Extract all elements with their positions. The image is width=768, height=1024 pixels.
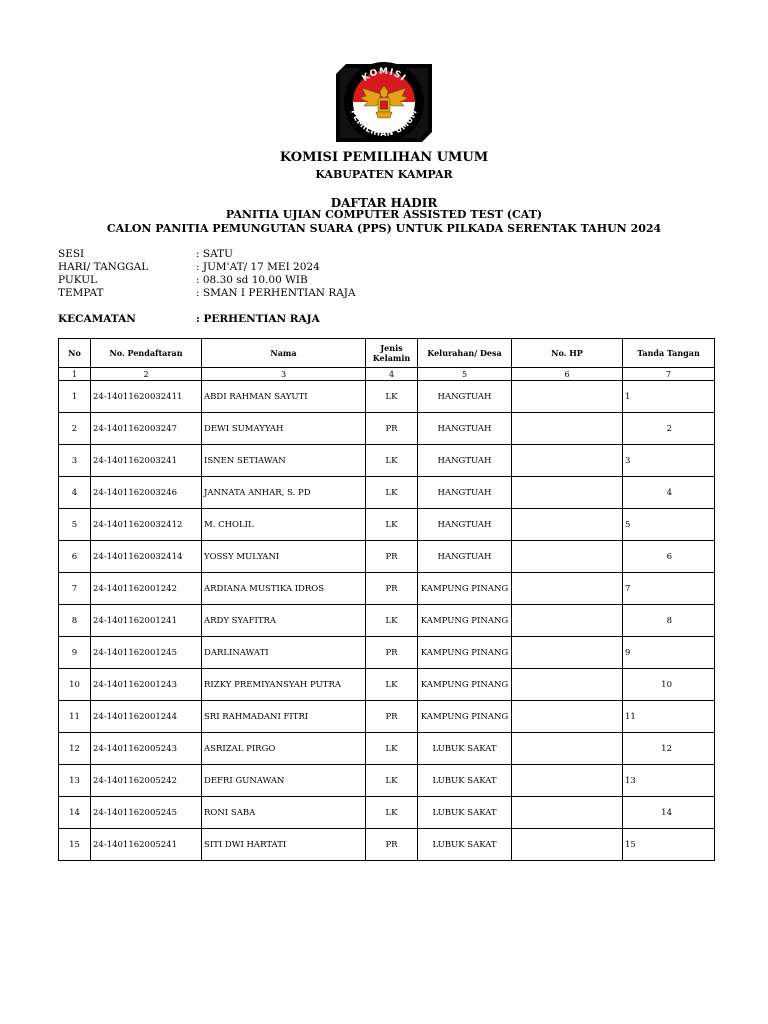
cell-reg: 24-1401162005243 xyxy=(91,733,202,765)
cell-sex: LK xyxy=(366,477,418,509)
table-header-row xyxy=(59,339,715,368)
cell-sex: LK xyxy=(366,669,418,701)
cell-sex: PR xyxy=(366,413,418,445)
cell-sex: LK xyxy=(366,605,418,637)
cell-sign[interactable]: 10 xyxy=(623,669,715,701)
info-label: HARI/ TANGGAL xyxy=(58,261,149,273)
column-number-row xyxy=(59,368,715,381)
logo-top-text: KOMISI xyxy=(360,66,408,84)
cell-name: ARDIANA MUSTIKA IDROS xyxy=(202,573,366,605)
cell-desa: LUBUK SAKAT xyxy=(418,733,512,765)
col-number: 3 xyxy=(202,368,366,381)
info-value: : SMAN I PERHENTIAN RAJA xyxy=(196,287,356,299)
table-row xyxy=(59,733,715,765)
cell-desa: KAMPUNG PINANG xyxy=(418,637,512,669)
cell-hp xyxy=(512,733,623,765)
cell-name: RONI SABA xyxy=(202,797,366,829)
cell-sex: PR xyxy=(366,541,418,573)
cell-desa: KAMPUNG PINANG xyxy=(418,573,512,605)
table-row xyxy=(59,509,715,541)
table-row xyxy=(59,445,715,477)
logo-bottom-text: PEMILIHAN UMUM xyxy=(349,108,419,139)
cell-sign[interactable]: 3 xyxy=(623,445,715,477)
cell-sign[interactable]: 15 xyxy=(623,829,715,861)
cell-desa: KAMPUNG PINANG xyxy=(418,669,512,701)
cell-name: DEWI SUMAYYAH xyxy=(202,413,366,445)
cell-sex: LK xyxy=(366,509,418,541)
cell-no: 10 xyxy=(59,669,91,701)
col-header-desa: Kelurahan/ Desa xyxy=(418,339,512,368)
cell-sign[interactable]: 12 xyxy=(623,733,715,765)
col-header-sex: Jenis Kelamin xyxy=(366,339,418,368)
cell-sex: LK xyxy=(366,797,418,829)
kpu-logo xyxy=(332,58,436,146)
cell-sex: PR xyxy=(366,701,418,733)
cell-hp xyxy=(512,381,623,413)
col-header-name: Nama xyxy=(202,339,366,368)
table-row xyxy=(59,541,715,573)
cell-name: RIZKY PREMIYANSYAH PUTRA xyxy=(202,669,366,701)
cell-no: 7 xyxy=(59,573,91,605)
col-number: 4 xyxy=(366,368,418,381)
cell-desa: LUBUK SAKAT xyxy=(418,765,512,797)
cell-desa: HANGTUAH xyxy=(418,509,512,541)
cell-no: 4 xyxy=(59,477,91,509)
cell-name: YOSSY MULYANI xyxy=(202,541,366,573)
info-value: : JUM'AT/ 17 MEI 2024 xyxy=(196,261,320,273)
cell-no: 12 xyxy=(59,733,91,765)
cell-sign[interactable]: 1 xyxy=(623,381,715,413)
cell-no: 3 xyxy=(59,445,91,477)
col-number: 7 xyxy=(623,368,715,381)
cell-reg: 24-14011620032412 xyxy=(91,509,202,541)
cell-hp xyxy=(512,509,623,541)
cell-hp xyxy=(512,765,623,797)
cell-no: 15 xyxy=(59,829,91,861)
cell-no: 1 xyxy=(59,381,91,413)
cell-no: 14 xyxy=(59,797,91,829)
table-row xyxy=(59,477,715,509)
cell-sign[interactable]: 5 xyxy=(623,509,715,541)
cell-hp xyxy=(512,573,623,605)
cell-hp xyxy=(512,797,623,829)
cell-hp xyxy=(512,413,623,445)
cell-name: ASRIZAL PIRGO xyxy=(202,733,366,765)
cell-sign[interactable]: 4 xyxy=(623,477,715,509)
cell-hp xyxy=(512,829,623,861)
cell-reg: 24-1401162001243 xyxy=(91,669,202,701)
cell-sex: LK xyxy=(366,765,418,797)
kecamatan xyxy=(58,313,320,325)
cell-hp xyxy=(512,541,623,573)
info-value: : 08.30 sd 10.00 WIB xyxy=(196,274,308,286)
cell-sign[interactable]: 11 xyxy=(623,701,715,733)
cell-no: 13 xyxy=(59,765,91,797)
cell-reg: 24-1401162005245 xyxy=(91,797,202,829)
cell-desa: LUBUK SAKAT xyxy=(418,797,512,829)
kecamatan-value: : PERHENTIAN RAJA xyxy=(196,313,320,325)
cell-name: M. CHOLIL xyxy=(202,509,366,541)
cell-reg: 24-1401162003246 xyxy=(91,477,202,509)
cell-desa: HANGTUAH xyxy=(418,541,512,573)
cell-reg: 24-1401162001245 xyxy=(91,637,202,669)
cell-no: 5 xyxy=(59,509,91,541)
cell-reg: 24-1401162005241 xyxy=(91,829,202,861)
cell-sign[interactable]: 2 xyxy=(623,413,715,445)
cell-sex: LK xyxy=(366,445,418,477)
info-label: TEMPAT xyxy=(58,287,104,299)
cell-hp xyxy=(512,637,623,669)
org-title: KOMISI PEMILIHAN UMUM xyxy=(279,150,489,165)
table-row xyxy=(59,381,715,413)
cell-desa: HANGTUAH xyxy=(418,477,512,509)
table-row xyxy=(59,765,715,797)
cell-sign[interactable]: 7 xyxy=(623,573,715,605)
col-header-no: No xyxy=(59,339,91,368)
cell-name: SRI RAHMADANI FITRI xyxy=(202,701,366,733)
subtitle-1: PANITIA UJIAN COMPUTER ASSISTED TEST (CAT) xyxy=(225,208,543,221)
col-number: 2 xyxy=(91,368,202,381)
cell-desa: LUBUK SAKAT xyxy=(418,829,512,861)
table-row xyxy=(59,573,715,605)
cell-no: 11 xyxy=(59,701,91,733)
cell-desa: HANGTUAH xyxy=(418,445,512,477)
cell-sex: PR xyxy=(366,829,418,861)
cell-sign[interactable]: 14 xyxy=(623,797,715,829)
cell-reg: 24-1401162001244 xyxy=(91,701,202,733)
cell-desa: HANGTUAH xyxy=(418,381,512,413)
cell-sex: PR xyxy=(366,637,418,669)
table-row xyxy=(59,413,715,445)
attendance-table xyxy=(58,338,715,861)
cell-name: JANNATA ANHAR, S. PD xyxy=(202,477,366,509)
cell-no: 8 xyxy=(59,605,91,637)
cell-no: 6 xyxy=(59,541,91,573)
table-row xyxy=(59,669,715,701)
cell-hp xyxy=(512,701,623,733)
cell-desa: KAMPUNG PINANG xyxy=(418,701,512,733)
cell-reg: 24-1401162001242 xyxy=(91,573,202,605)
col-number: 1 xyxy=(59,368,91,381)
cell-name: ARDY SYAFITRA xyxy=(202,605,366,637)
cell-sign[interactable]: 6 xyxy=(623,541,715,573)
kecamatan-label: KECAMATAN xyxy=(58,313,136,325)
document-title: DAFTAR HADIR xyxy=(330,196,438,210)
col-header-hp: No. HP xyxy=(512,339,623,368)
col-number: 5 xyxy=(418,368,512,381)
cell-desa: KAMPUNG PINANG xyxy=(418,605,512,637)
cell-hp xyxy=(512,605,623,637)
table-row xyxy=(59,701,715,733)
region-title: KABUPATEN KAMPAR xyxy=(315,168,453,181)
cell-name: ABDI RAHMAN SAYUTI xyxy=(202,381,366,413)
cell-sign[interactable]: 13 xyxy=(623,765,715,797)
info-label: PUKUL xyxy=(58,274,98,286)
cell-reg: 24-1401162003247 xyxy=(91,413,202,445)
cell-sign[interactable]: 8 xyxy=(623,605,715,637)
table-row xyxy=(59,797,715,829)
cell-hp xyxy=(512,445,623,477)
cell-name: ISNEN SETIAWAN xyxy=(202,445,366,477)
table-row xyxy=(59,637,715,669)
cell-reg: 24-1401162001241 xyxy=(91,605,202,637)
cell-name: DEFRI GUNAWAN xyxy=(202,765,366,797)
cell-sign[interactable]: 9 xyxy=(623,637,715,669)
table-row xyxy=(59,605,715,637)
info-label: SESI xyxy=(58,248,85,260)
table-row xyxy=(59,829,715,861)
cell-sex: PR xyxy=(366,573,418,605)
info-value: : SATU xyxy=(196,248,233,260)
cell-sex: LK xyxy=(366,733,418,765)
subtitle-2: CALON PANITIA PEMUNGUTAN SUARA (PPS) UNTUK PILKADA SERENTAK TAHUN 2024 xyxy=(106,222,662,235)
cell-no: 2 xyxy=(59,413,91,445)
cell-no: 9 xyxy=(59,637,91,669)
cell-hp xyxy=(512,477,623,509)
cell-sex: LK xyxy=(366,381,418,413)
cell-reg: 24-14011620032414 xyxy=(91,541,202,573)
cell-name: SITI DWI HARTATI xyxy=(202,829,366,861)
cell-reg: 24-1401162005242 xyxy=(91,765,202,797)
cell-desa: HANGTUAH xyxy=(418,413,512,445)
col-header-reg: No. Pendaftaran xyxy=(91,339,202,368)
col-number: 6 xyxy=(512,368,623,381)
cell-reg: 24-1401162003241 xyxy=(91,445,202,477)
cell-reg: 24-14011620032411 xyxy=(91,381,202,413)
cell-name: DARLINAWATI xyxy=(202,637,366,669)
col-header-sign: Tanda Tangan xyxy=(623,339,715,368)
cell-hp xyxy=(512,669,623,701)
